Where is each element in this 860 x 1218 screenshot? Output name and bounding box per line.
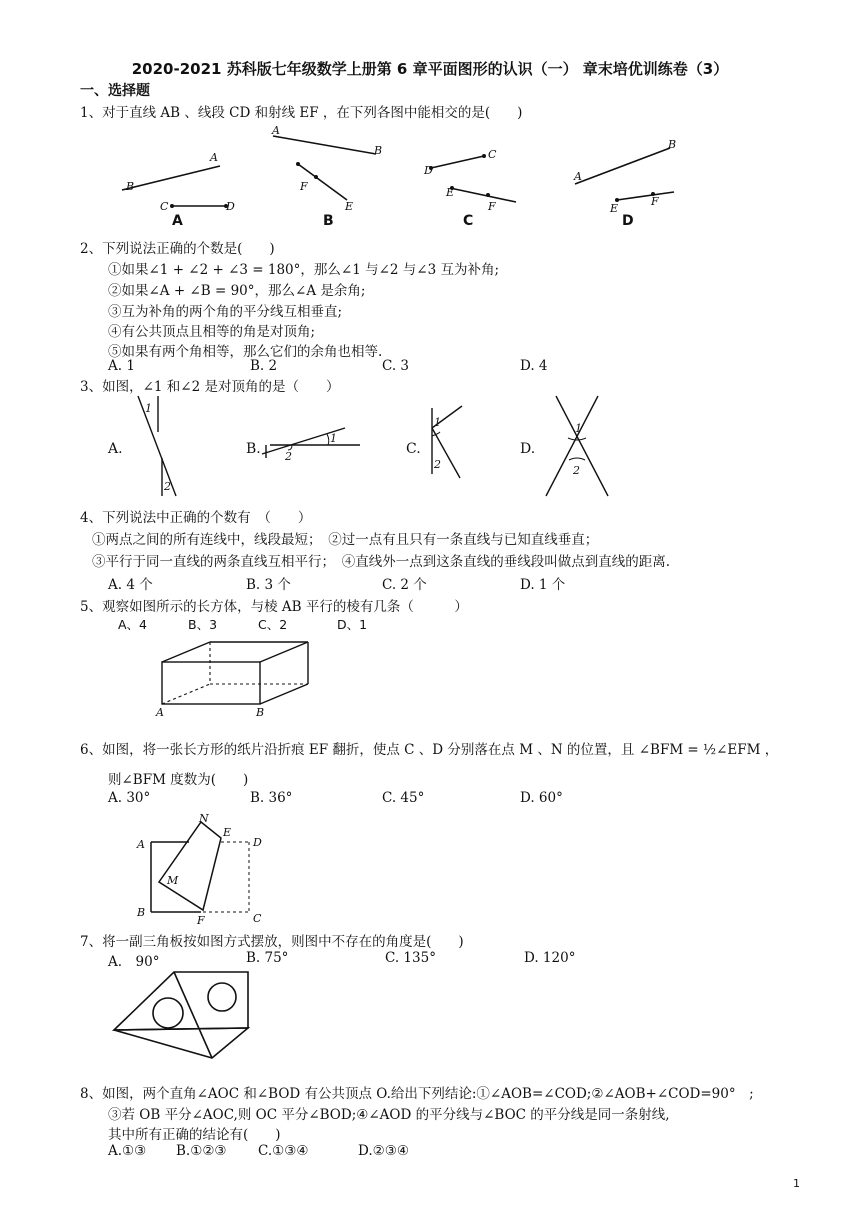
svg-text:F: F	[300, 180, 308, 193]
question-2-item-1: ①如果∠1 + ∠2 + ∠3 = 180°，那么∠1 与∠2 与∠3 互为补角;	[108, 262, 500, 278]
question-5-option-b: B、3	[188, 617, 218, 632]
question-1-option-b: B	[323, 213, 334, 229]
question-2-item-3: ③互为补角的两个角的平分线互相垂直;	[108, 304, 343, 320]
svg-text:F: F	[197, 914, 205, 927]
svg-text:2: 2	[164, 480, 171, 493]
question-4-option-d: D. 1 个	[520, 577, 566, 593]
question-3-option-d: D.	[520, 441, 536, 457]
question-1-option-c: C	[463, 213, 474, 229]
svg-text:E: E	[610, 202, 619, 215]
question-7-option-c: C. 135°	[385, 950, 436, 966]
svg-text:N: N	[199, 812, 209, 825]
question-1-option-a: A	[172, 213, 183, 229]
question-6-text: 6、如图，将一张长方形的纸片沿折痕 EF 翻折，使点 C 、D 分别落在点 M 、N 的位置，且 ∠BFM = ½∠EFM ，	[80, 742, 779, 758]
question-1-text: 1、对于直线 AB 、线段 CD 和射线 EF ，在下列各图中能相交的是( )	[80, 105, 523, 121]
question-6-option-b: B. 36°	[250, 790, 293, 806]
question-6-option-d: D. 60°	[520, 790, 563, 806]
question-2-item-4: ④有公共顶点且相等的角是对顶角;	[108, 324, 316, 340]
svg-text:E: E	[446, 186, 455, 199]
question-8-option-b: B.①②③	[176, 1143, 227, 1159]
question-5-option-d: D、1	[337, 617, 368, 632]
svg-text:B: B	[126, 180, 135, 193]
question-6-fold-figure	[133, 812, 293, 927]
svg-text:F: F	[488, 200, 496, 213]
question-6-option-a: A. 30°	[108, 790, 151, 806]
question-2-option-a: A. 1	[108, 358, 135, 374]
question-3-figure	[0, 392, 860, 502]
svg-text:D: D	[226, 200, 235, 213]
question-2-item-5: ⑤如果有两个角相等，那么它们的余角也相等.	[108, 344, 383, 360]
question-2-option-b: B. 2	[250, 358, 278, 374]
question-6-option-c: C. 45°	[382, 790, 425, 806]
question-3-option-c: C.	[406, 441, 421, 457]
svg-text:B: B	[374, 144, 383, 157]
svg-text:A: A	[137, 838, 145, 851]
svg-text:C: C	[160, 200, 169, 213]
svg-text:C: C	[253, 912, 262, 925]
question-8-option-a: A.①③	[108, 1143, 147, 1159]
svg-text:A: A	[574, 170, 582, 183]
question-7-option-a: A. 90°	[108, 954, 160, 970]
question-7-triangle-boards-figure	[108, 970, 268, 1070]
question-5-cuboid-figure	[150, 636, 350, 726]
question-8-option-c: C.①③④	[258, 1143, 309, 1159]
page-number: 1	[793, 1177, 800, 1190]
question-4-option-a: A. 4 个	[108, 577, 153, 593]
svg-text:B: B	[668, 138, 677, 151]
question-7-option-b: B. 75°	[246, 950, 289, 966]
question-8-option-d: D.②③④	[358, 1143, 409, 1159]
question-5-option-a: A、4	[118, 617, 148, 632]
question-2-option-d: D. 4	[520, 358, 548, 374]
svg-text:E: E	[223, 826, 232, 839]
svg-text:D: D	[253, 836, 262, 849]
svg-text:B: B	[137, 906, 146, 919]
question-4-option-b: B. 3 个	[246, 577, 291, 593]
question-7-text: 7、将一副三角板按如图方式摆放，则图中不存在的角度是( )	[80, 934, 464, 950]
question-3-option-a: A.	[108, 441, 123, 457]
svg-text:2: 2	[285, 450, 292, 463]
question-8-text-3: 其中所有正确的结论有( )	[108, 1127, 281, 1143]
question-8-text-2: ③若 OB 平分∠AOC,则 OC 平分∠BOD;④∠AOD 的平分线与∠BOC 的平分线是同一条射线,	[108, 1107, 670, 1123]
question-7-option-d: D. 120°	[524, 950, 576, 966]
question-5-option-c: C、2	[258, 617, 288, 632]
question-1-figure	[0, 124, 860, 228]
svg-text:2: 2	[573, 464, 580, 477]
svg-text:A: A	[272, 124, 280, 137]
svg-text:2: 2	[434, 458, 441, 471]
question-2-option-c: C. 3	[382, 358, 410, 374]
question-4-item-2: ③平行于同一直线的两条直线互相平行； ④直线外一点到这条直线的垂线段叫做点到直线的距离.	[92, 554, 671, 570]
svg-text:1: 1	[145, 402, 152, 415]
svg-text:M: M	[167, 874, 179, 887]
question-1-option-d: D	[622, 213, 634, 229]
section-heading: 一、选择题	[80, 83, 150, 99]
question-4-text: 4、下列说法中正确的个数有 （ ）	[80, 510, 312, 526]
svg-text:1: 1	[434, 416, 441, 429]
svg-text:B: B	[256, 706, 265, 719]
question-3-text: 3、如图，∠1 和∠2 是对顶角的是（ ）	[80, 379, 340, 395]
svg-text:1: 1	[330, 432, 337, 445]
question-6-text-2: 则∠BFM 度数为( )	[108, 772, 249, 788]
svg-text:F: F	[651, 195, 659, 208]
question-8-text: 8、如图，两个直角∠AOC 和∠BOD 有公共顶点 O.给出下列结论:①∠AOB=∠COD;②∠AOB+∠COD=90° ;	[80, 1086, 754, 1102]
question-2-text: 2、下列说法正确的个数是( )	[80, 241, 275, 257]
svg-text:D: D	[424, 164, 433, 177]
svg-text:E: E	[345, 200, 354, 213]
svg-text:C: C	[488, 148, 497, 161]
question-3-option-b: B.	[246, 441, 261, 457]
page-title: 2020-2021 苏科版七年级数学上册第 6 章平面图形的认识（一） 章末培优训练卷（3）	[131, 60, 729, 78]
question-2-item-2: ②如果∠A + ∠B = 90°，那么∠A 是余角;	[108, 283, 366, 299]
question-4-option-c: C. 2 个	[382, 577, 427, 593]
svg-text:A: A	[156, 706, 164, 719]
question-5-text: 5、观察如图所示的长方体，与棱 AB 平行的棱有几条（ ）	[80, 599, 468, 615]
question-4-item-1: ①两点之间的所有连线中，线段最短； ②过一点有且只有一条直线与已知直线垂直；	[92, 532, 599, 548]
svg-text:1: 1	[575, 422, 582, 435]
svg-text:A: A	[210, 151, 218, 164]
